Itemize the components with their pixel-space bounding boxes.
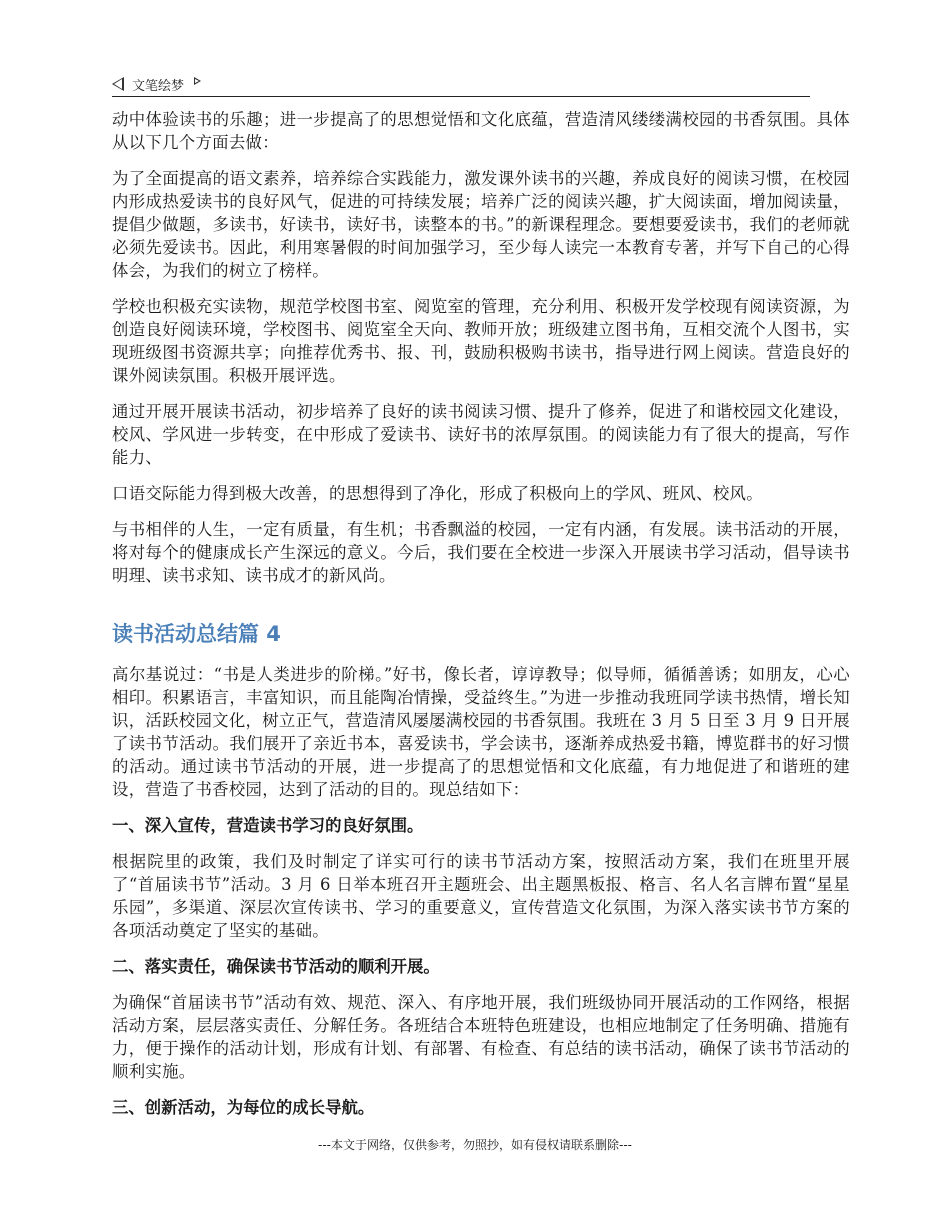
paragraph: 口语交际能力得到极大改善，的思想得到了净化，形成了积极向上的学风、班风、校风。: [112, 484, 763, 503]
subsection-heading: 一、深入宣传，营造读书学习的良好氛围。: [112, 816, 424, 835]
paragraph: 根据院里的政策，我们及时制定了详实可行的读书节活动方案，按照活动方案，我们在班里开展了“首届读书节”活动。3 月 6 日举本班召开主题班会、出主题黑板报、格言、名人名言牌布置“星星乐园”，多渠道、深层次宣传读书、学习的重要意义，宣传营造文化氛围，为深入落实读书节方案的各项活动奠定了坚实的基础。: [112, 852, 850, 940]
page-footer: ---本文于网络，仅供参考，勿照抄，如有侵权请联系删除---: [318, 1138, 632, 1152]
paragraph: 为了全面提高的语文素养，培养综合实践能力，激发课外读书的兴趣，养成良好的阅读习惯，在校园内形成热爱读书的良好风气，促进的可持续发展；培养广泛的阅读兴趣，扩大阅读面，增加阅读量，提倡少做题，多读书，好读书，读好书，读整本的书。”的新课程理念。要想要爱读书，我们的老师就必须先爱读书。因此，利用寒暑假的时间加强学习，至少每人读完一本教育专著，并写下自己的心得体会，为我们的树立了榜样。: [112, 169, 850, 280]
triangle-left-icon: [112, 77, 124, 91]
paragraph: 为确保“首届读书节”活动有效、规范、深入、有序地开展，我们班级协同开展活动的工作网络，根据活动方案，层层落实责任、分解任务。各班结合本班特色班建设，也相应地制定了任务明确、措施有力，便于操作的活动计划，形成有计划、有部署、有检查、有总结的读书活动，确保了读书节活动的顺利实施。: [112, 993, 850, 1081]
triangle-right-icon: [194, 77, 201, 85]
page-header: [112, 72, 810, 97]
section-heading: 读书活动总结篇 4: [112, 622, 281, 646]
paragraph: 动中体验读书的乐趣；进一步提高了的思想觉悟和文化底蕴，营造清风缕缕满校园的书香氛围。具体从以下几个方面去做：: [112, 110, 850, 152]
paragraph: 与书相伴的人生，一定有质量，有生机；书香飘溢的校园，一定有内涵，有发展。读书活动的开展，将对每个的健康成长产生深远的意义。今后，我们要在全校进一步深入开展读书学习活动，倡导读书明理、读书求知、读书成才的新风尚。: [112, 520, 850, 585]
subsection-heading: 三、创新活动，为每位的成长导航。: [112, 1098, 375, 1117]
header-title: 文笔绘梦: [132, 78, 185, 94]
paragraph: 高尔基说过：“书是人类进步的阶梯。”好书，像长者，谆谆教导；似导师，循循善诱；如朋友，心心相印。积累语言，丰富知识，而且能陶冶情操，受益终生。”为进一步推动我班同学读书热情，增长知识，活跃校园文化，树立正气，营造清风屡屡满校园的书香氛围。我班在 3 月 5 日至 3 月 9 日开展了读书节活动。我们展开了亲近书本，喜爱读书，学会读书，逐渐养成热爱书籍，博览群书的好习惯的活动。通过读书节活动的开展，进一步提高了的思想觉悟和文化底蕴，有力地促进了和谐班的建设，营造了书香校园，达到了活动的目的。现总结如下：: [112, 665, 850, 799]
subsection-heading: 二、落实责任，确保读书节活动的顺利开展。: [112, 957, 440, 976]
paragraph: 通过开展开展读书活动，初步培养了良好的读书阅读习惯、提升了修养，促进了和谐校园文化建设，校风、学风进一步转变，在中形成了爱读书、读好书的浓厚氛围。的阅读能力有了很大的提高，写作能力、: [112, 402, 850, 467]
paragraph: 学校也积极充实读物，规范学校图书室、阅览室的管理，充分利用、积极开发学校现有阅读资源，为创造良好阅读环境，学校图书、阅览室全天向、教师开放；班级建立图书角，互相交流个人图书，实现班级图书资源共享；向推荐优秀书、报、刊，鼓励积极购书读书，指导进行网上阅读。营造良好的课外阅读氛围。积极开展评选。: [112, 297, 850, 385]
document-body: [112, 108, 850, 1132]
